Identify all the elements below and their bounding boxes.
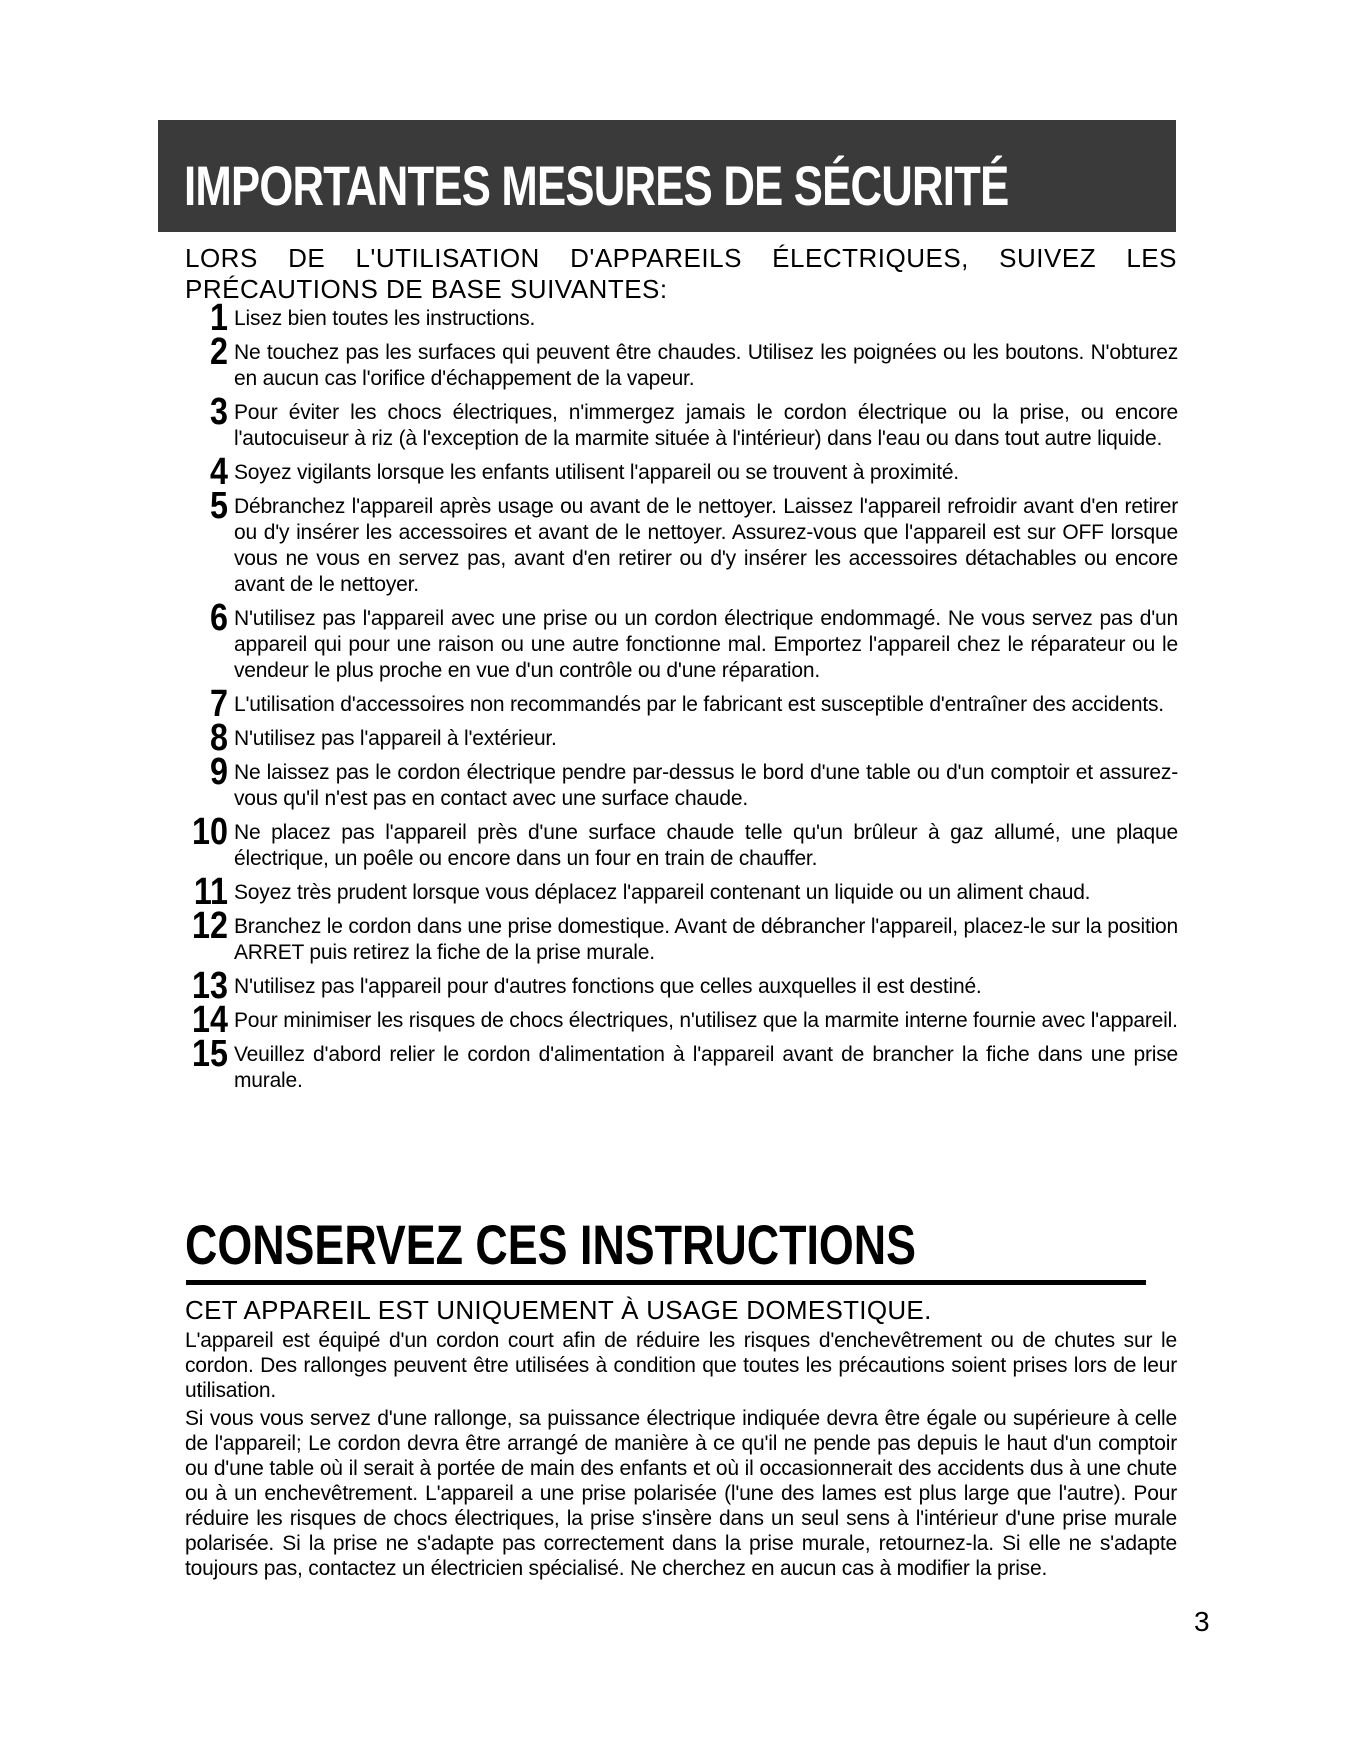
list-item: [178, 485, 1178, 598]
item-number: 15: [192, 1033, 228, 1075]
item-number: 3: [210, 391, 228, 433]
item-number: 7: [210, 683, 228, 725]
page-number: 3: [1194, 1606, 1210, 1637]
list-item: [178, 717, 1178, 759]
item-text: Débranchez l'appareil après usage ou avant de le nettoyer. Laissez l'appareil refroidir avant d'en retirer ou d'y insérer les accessoires et avant de le nettoyer. Assurez-vous que l'appareil est sur OFF lorsque vous ne vous en servez pas, avant d'en retirer ou d'y insérer les accessoires détachables ou encore avant de le nettoyer.: [234, 495, 1178, 596]
header-banner: [158, 120, 1176, 232]
list-item: [178, 965, 1178, 1007]
list-item: [178, 1033, 1178, 1094]
item-number: 14: [192, 999, 228, 1041]
item-number: 9: [210, 751, 228, 793]
item-number: 1: [210, 297, 228, 339]
list-item: [178, 451, 1178, 493]
item-text: Ne touchez pas les surfaces qui peuvent être chaudes. Utilisez les poignées ou les boutons. N'obturez en aucun cas l'orifice d'échappement de la vapeur.: [234, 341, 1178, 390]
body-paragraph: L'appareil est équipé d'un cordon court afin de réduire les risques d'enchevêtrement ou de chutes sur le cordon. Des rallonges peuvent être utilisées à condition que toutes les précautions soient prises lors de leur utilisation.: [185, 1329, 1177, 1402]
item-text: Soyez vigilants lorsque les enfants utilisent l'appareil ou se trouvent à proximité.: [234, 461, 959, 484]
body-paragraph: Si vous vous servez d'une rallonge, sa puissance électrique indiquée devra être égale ou supérieure à celle de l'appareil; Le cordon devra être arrangé de manière à ce qu'il ne pende pas depuis le haut d'un comptoir ou d'une table où il serait à portée de main des enfants et où il occasionnerait des accidents dus à une chute ou à un enchevêtrement. L'appareil a une prise polarisée (l'une des lames est plus large que l'autre). Pour réduire les risques de chocs électriques, la prise s'insère dans un seul sens à l'intérieur d'une prise murale polarisée. Si la prise ne s'adapte pas correctement dans la prise murale, retournez-la. Si elle ne s'adapte toujours pas, contactez un électricien spécialisé. Ne cherchez en aucun cas à modifier la prise.: [185, 1407, 1177, 1580]
list-item: [178, 683, 1178, 725]
item-text: Pour éviter les chocs électriques, n'immergez jamais le cordon électrique ou la prise, ou encore l'autocuiseur à riz (à l'exception de la marmite située à l'intérieur) dans l'eau ou dans tout autre liquide.: [234, 401, 1178, 450]
list-item: [178, 905, 1178, 966]
list-item: [178, 297, 1178, 339]
item-text: Pour minimiser les risques de chocs électriques, n'utilisez que la marmite interne fournie avec l'appareil.: [234, 1009, 1178, 1032]
safety-list: [178, 297, 1178, 1102]
item-text: Ne laissez pas le cordon électrique pendre par-dessus le bord d'une table ou d'un comptoir et assurez-vous qu'il n'est pas en contact avec une surface chaude.: [234, 761, 1178, 810]
item-number: 5: [210, 485, 228, 527]
divider: [186, 1280, 1146, 1285]
conserve-heading: CONSERVEZ CES INSTRUCTIONS: [185, 1213, 916, 1276]
list-item: [178, 391, 1178, 452]
item-number: 2: [210, 331, 228, 373]
list-item: [178, 999, 1178, 1041]
list-item: [178, 751, 1178, 812]
item-text: Veuillez d'abord relier le cordon d'alimentation à l'appareil avant de brancher la fiche dans une prise murale.: [234, 1043, 1178, 1092]
item-number: 13: [192, 965, 228, 1007]
item-text: Soyez très prudent lorsque vous déplacez l'appareil contenant un liquide ou un aliment chaud.: [234, 881, 1091, 904]
item-text: N'utilisez pas l'appareil pour d'autres fonctions que celles auxquelles il est destiné.: [234, 975, 982, 998]
item-text: N'utilisez pas l'appareil à l'extérieur.: [234, 727, 557, 750]
item-number: 12: [192, 905, 228, 947]
item-text: Branchez le cordon dans une prise domestique. Avant de débrancher l'appareil, placez-le sur la position ARRET puis retirez la fiche de la prise murale.: [234, 915, 1178, 964]
item-text: Lisez bien toutes les instructions.: [234, 307, 536, 330]
item-number: 6: [210, 597, 228, 639]
domestic-heading: CET APPAREIL EST UNIQUEMENT À USAGE DOMESTIQUE.: [185, 1295, 932, 1325]
item-text: Ne placez pas l'appareil près d'une surface chaude telle qu'un brûleur à gaz allumé, une plaque électrique, un poêle ou encore dans un four en train de chauffer.: [234, 821, 1178, 870]
item-number: 4: [210, 451, 228, 493]
item-number: 10: [192, 811, 228, 853]
item-number: 8: [210, 717, 228, 759]
item-text: N'utilisez pas l'appareil avec une prise ou un cordon électrique endommagé. Ne vous servez pas d'un appareil qui pour une raison ou une autre fonctionne mal. Emportez l'appareil chez le réparateur ou le vendeur le plus proche en vue d'un contrôle ou d'une réparation.: [234, 607, 1178, 682]
item-text: L'utilisation d'accessoires non recommandés par le fabricant est susceptible d'entraîner des accidents.: [234, 693, 1164, 716]
list-item: [178, 811, 1178, 872]
item-number: 11: [193, 871, 228, 913]
list-item: [178, 597, 1178, 684]
page-title: IMPORTANTES MESURES DE SÉCURITÉ: [184, 154, 1009, 217]
intro-heading: LORS DE L'UTILISATION D'APPAREILS ÉLECTRIQUES, SUIVEZ LES PRÉCAUTIONS DE BASE SUIVANTES:: [185, 243, 1177, 304]
list-item: [178, 871, 1178, 913]
list-item: [178, 331, 1178, 392]
